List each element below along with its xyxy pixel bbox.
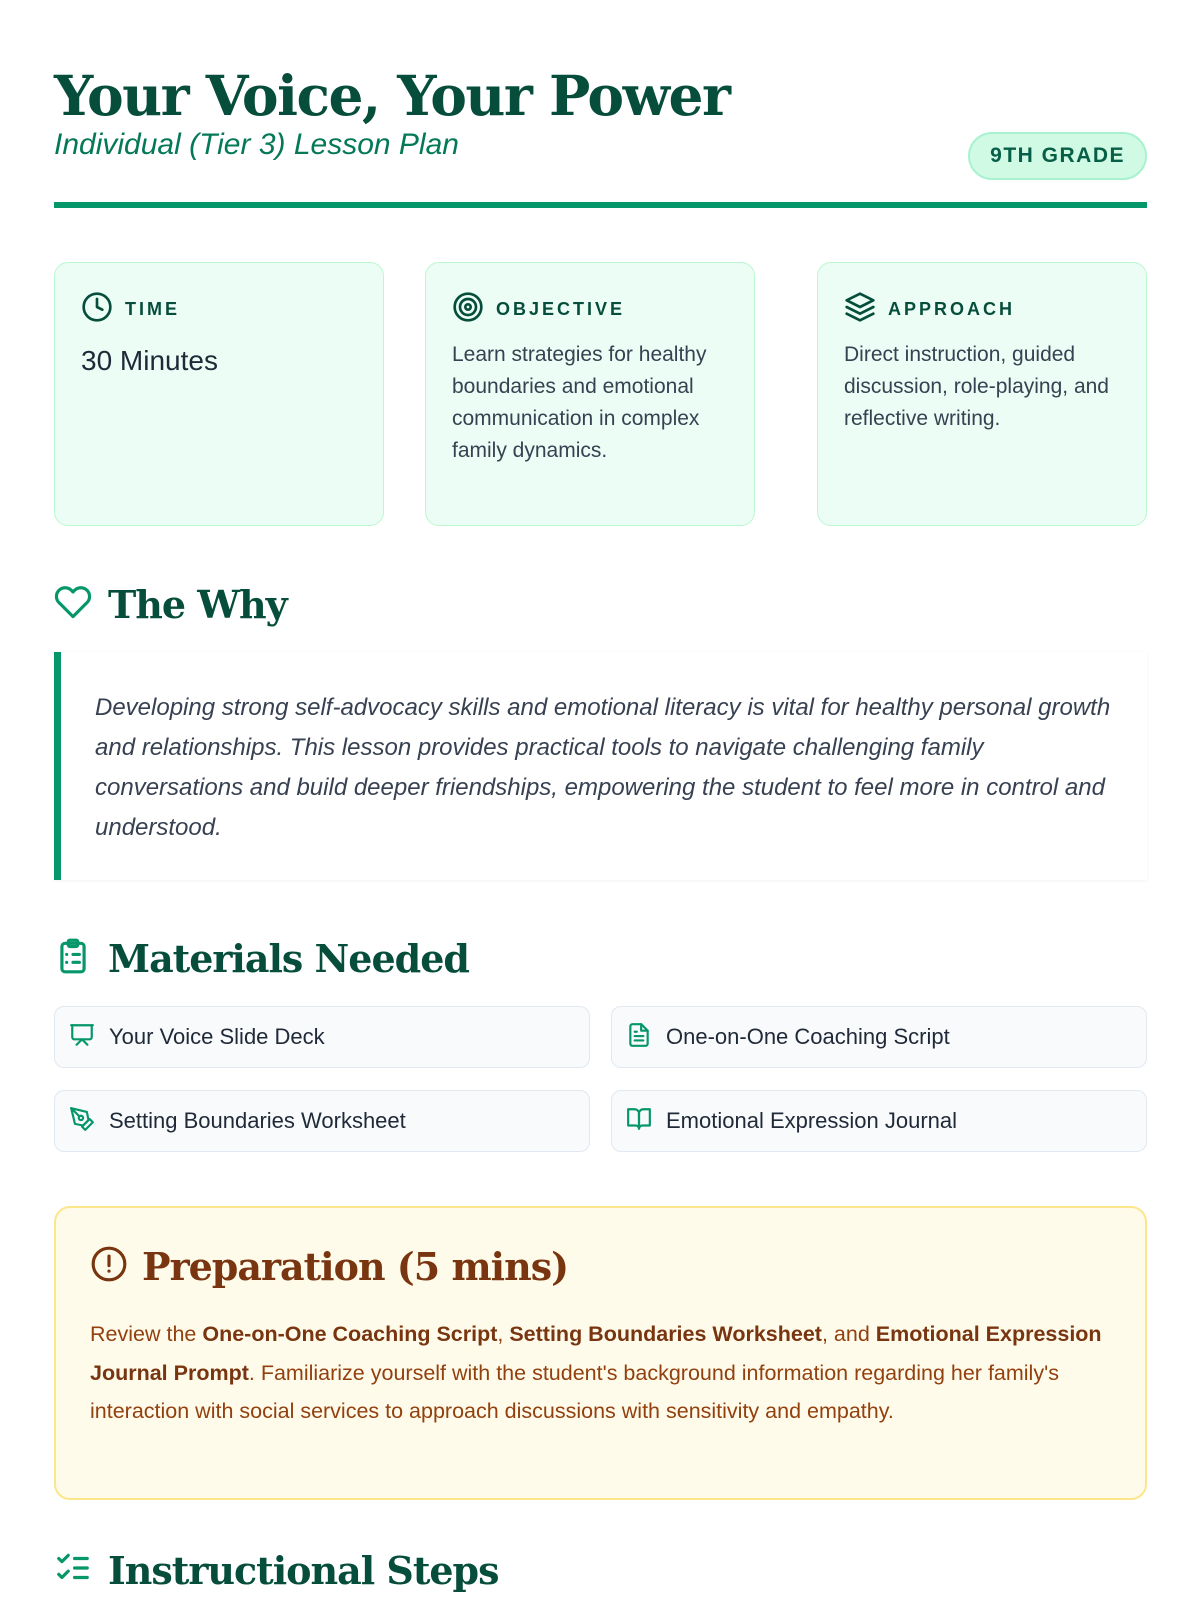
materials-section-header [54, 936, 469, 981]
clipboard-icon [54, 937, 92, 980]
layers-icon [844, 291, 876, 328]
list-checks-icon [54, 1549, 92, 1592]
info-cards [54, 262, 1147, 526]
pen-tool-icon [69, 1106, 95, 1137]
steps-title: Instructional Steps [108, 1548, 499, 1593]
book-open-icon [626, 1106, 652, 1137]
why-title: The Why [108, 582, 287, 627]
material-item[interactable] [611, 1090, 1147, 1152]
page-subtitle: Individual (Tier 3) Lesson Plan [54, 128, 459, 161]
approach-label: APPROACH [888, 298, 1016, 319]
objective-label: OBJECTIVE [496, 298, 626, 319]
clock-icon [81, 291, 113, 328]
prep-text-part: , and [821, 1322, 876, 1346]
why-section-header [54, 582, 287, 627]
materials-title: Materials Needed [108, 936, 469, 981]
approach-text: Direct instruction, guided discussion, role-playing, and reflective writing. [844, 343, 1109, 430]
material-label: One-on-One Coaching Script [666, 1024, 950, 1049]
objective-text: Learn strategies for healthy boundaries and emotional communication in complex family dynamics. [452, 343, 707, 462]
material-item[interactable] [54, 1090, 590, 1152]
grade-badge: 9TH GRADE [968, 132, 1147, 180]
prep-material-name: One-on-One Coaching Script [202, 1322, 498, 1346]
preparation-text [90, 1315, 1111, 1431]
preparation-box [54, 1206, 1147, 1500]
material-item[interactable] [611, 1006, 1147, 1068]
material-label: Emotional Expression Journal [666, 1108, 958, 1133]
preparation-title: Preparation (5 mins) [142, 1244, 569, 1289]
prep-material-name: Setting Boundaries Worksheet [509, 1322, 822, 1346]
page-title: Your Voice, Your Power [54, 63, 730, 128]
document-icon [626, 1022, 652, 1053]
target-icon [452, 291, 484, 328]
why-text: Developing strong self-advocacy skills and emotional literacy is vital for healthy personal growth and relationships. This lesson provides practical tools to navigate challenging family conversations and build deeper friendships, empowering the student to feel more in control and understood. [95, 694, 1111, 841]
why-quote [54, 652, 1147, 880]
lesson-header [54, 60, 1147, 210]
heart-icon [54, 583, 92, 626]
alert-circle-icon [90, 1245, 128, 1288]
time-label: TIME [125, 298, 180, 319]
objective-card [425, 262, 755, 526]
prep-text-part: , [497, 1322, 510, 1346]
material-label: Setting Boundaries Worksheet [109, 1108, 406, 1133]
approach-card [817, 262, 1147, 526]
presentation-icon [69, 1022, 95, 1053]
prep-text-part: . Familiarize yourself with the student's background information regarding her family's interaction with social services to approach discussions with sensitivity and empathy. [90, 1360, 1059, 1423]
time-value: 30 Minutes [81, 345, 218, 376]
material-item[interactable] [54, 1006, 590, 1068]
steps-section-header [54, 1548, 499, 1593]
time-card [54, 262, 384, 526]
material-label: Your Voice Slide Deck [109, 1024, 325, 1049]
prep-text-part: Review the [90, 1322, 203, 1346]
prep-material-name: Emotional Expression Journal Prompt [90, 1322, 1102, 1385]
header-divider [54, 202, 1147, 208]
